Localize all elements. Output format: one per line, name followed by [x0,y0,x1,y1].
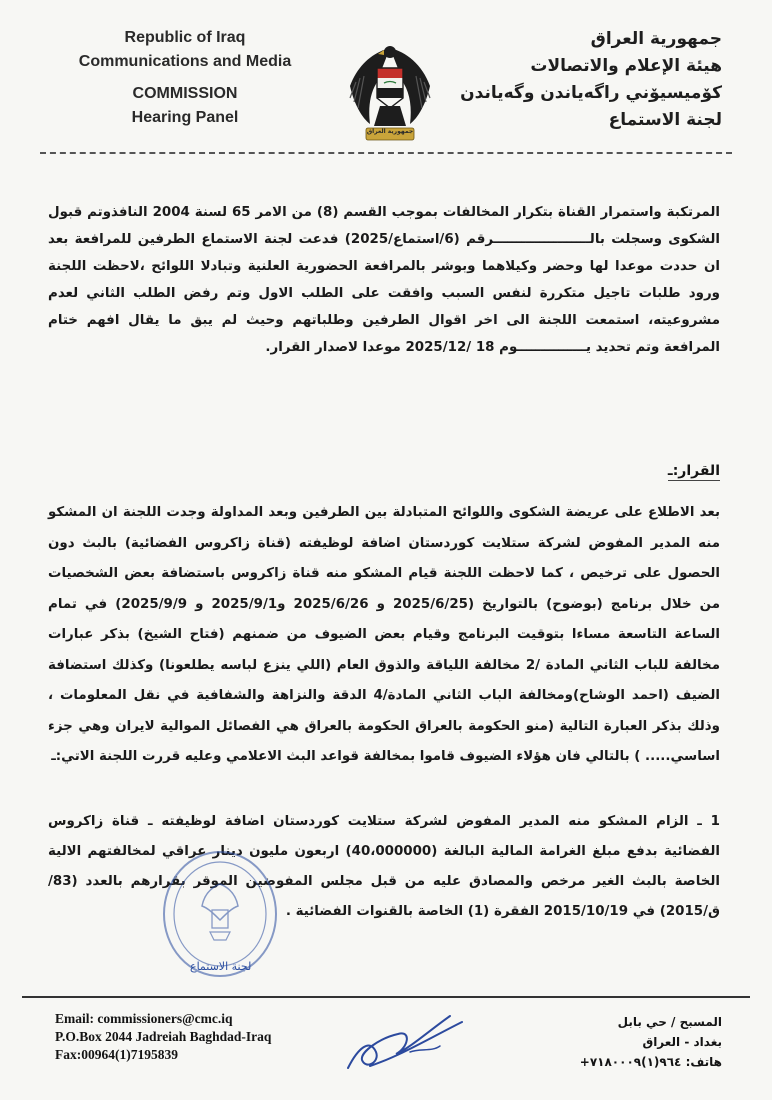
paragraph-findings-text: بعد الاطلاع على عريضة الشكوى واللوائح المتبادلة بين الطرفين وبعد المداولة وجدت اللجنة ان المشكو منه المدير المفوض لشركة ستلايت كوردستان اضافة لوظيفته (قناة زاكروس الفضائية) بالبث دون الحصول على ترخيص ، كما لاحظت اللجنة قيام المشكو منه قناة زاكروس باستضافة بعض الشخصيات من خلال برنامج (بوضوح) بالتواريخ (2025/6/25 و 2025/6/26 و2025/9/1 و 2025/9/9) في تمام الساعة التاسعة مساءا بتوقيت البرنامج وقيام بعض الضيوف من ضمنهم (فتاح الشيخ) بذكر عبارات مخالفة للباب الثاني المادة /2 مخالفة اللياقة والذوق العام (اللي ينزع لباسه يطلعونا) وكذلك استضافة الضيف (احمد الوشاح)ومخالفة الباب الثاني المادة/4 الدقة والنزاهة والشفافية في نقل المعلومات ، وذلك بذكر العبارة التالية (منو الحكومة بالعراق الحكومة بالعراق هي الفصائل الموالية لايران وهي جزء اساسي..... ) بالتالي فان هؤلاء الضيوف قاموا بمخالفة قواعد البث الاعلامي وعليه قررت اللجنة الاتي:ـ [48,505,721,764]
header-commission-name: Communications and Media [78,53,292,70]
header-panel-name: Hearing Panel [131,109,239,126]
paragraph-proceedings [48,199,720,361]
paragraph-ruling-text: 1 ـ الزام المشكو منه المدير المفوض لشركة ستلايت كوردستان اضافة لوظيفته ـ قناة زاكروس الفضائية بدفع مبلغ الغرامة المالية البالغة (40،000000) اربعون مليون دينار عراقي لمخالفتهم الالية الخاصة بالبث الغير مرخص والمصادق عليه من قبل مجلس المفوضين الموقر بقرارهم بالعدد (83/ق/2015) في 2015/10/19 الفقرة (1) الخاصة بالقنوات الفضائية . [48,814,720,919]
footer-po-box: P.O.Box 2044 Jadreiah Baghdad-Iraq [55,1029,272,1044]
header-country-ar: جمهورية العراق [590,29,722,49]
header-english [50,26,320,130]
header-country: Republic of Iraq [124,29,246,46]
footer-address-ar-1: المسبح / حي بابل [617,1015,722,1029]
header-divider [40,152,732,154]
header-commission-name-ku: كۆميسيۆني راگەياندن وگەياندن [460,83,722,103]
paragraph-proceedings-text: المرتكبة واستمرار القناة بتكرار المخالفات بموجب القسم (8) من الامر 65 لسنة 2004 النافذوتم قبول الشكوى وسجلت بالـــــــــــــــــــــرقم (6/استماع/2025) فدعت لجنة الاستماع الطرفين للمرافعة بعد ان حددت موعدا لها وحضر وكيلاهما وبوشر بالمرافعة الحضورية العلنية وتبادلا اللوائح ،لاحظت اللجنة ورود طلبات تاجيل متكررة لنفس السبب وافقت على الطلب الاول وتم رفض الطلب الثاني لعدم مشروعيته، استمعت اللجنة الى اخر اقوال الطرفين وطلباتهم وحيث لم يبق ما يقال افهم ختام المرافعة وتم تحديد يـــــــــــــــوم 18 /2025/12 موعدا لاصدار القرار. [48,205,720,355]
footer-divider [22,996,750,998]
paragraph-findings [48,498,720,773]
header-arabic [442,26,722,134]
header-commission-name-ar: هيئة الإعلام والاتصالات [530,56,722,76]
emblem-banner-text: جمهورية العراق [366,128,414,135]
footer-email: Email: commissioners@cmc.iq [55,1011,233,1026]
decision-heading: القرار:ـ [667,463,720,479]
footer-contact-arabic [502,1012,722,1072]
header-panel-name-ar: لجنة الاستماع [608,110,722,130]
footer-address-ar-2: بغداد - العراق [642,1035,722,1049]
footer-phone-ar: هاتف: ٩٦٤(١)٧١٨٠٠٠٩+ [579,1055,722,1069]
footer-fax: Fax:00964(1)7195839 [55,1047,178,1062]
paragraph-ruling [48,807,720,927]
header-commission-word: COMMISSION [132,85,238,102]
stamp-label: لجنة الاستماع [190,960,252,973]
footer-contact-english [55,1010,375,1064]
